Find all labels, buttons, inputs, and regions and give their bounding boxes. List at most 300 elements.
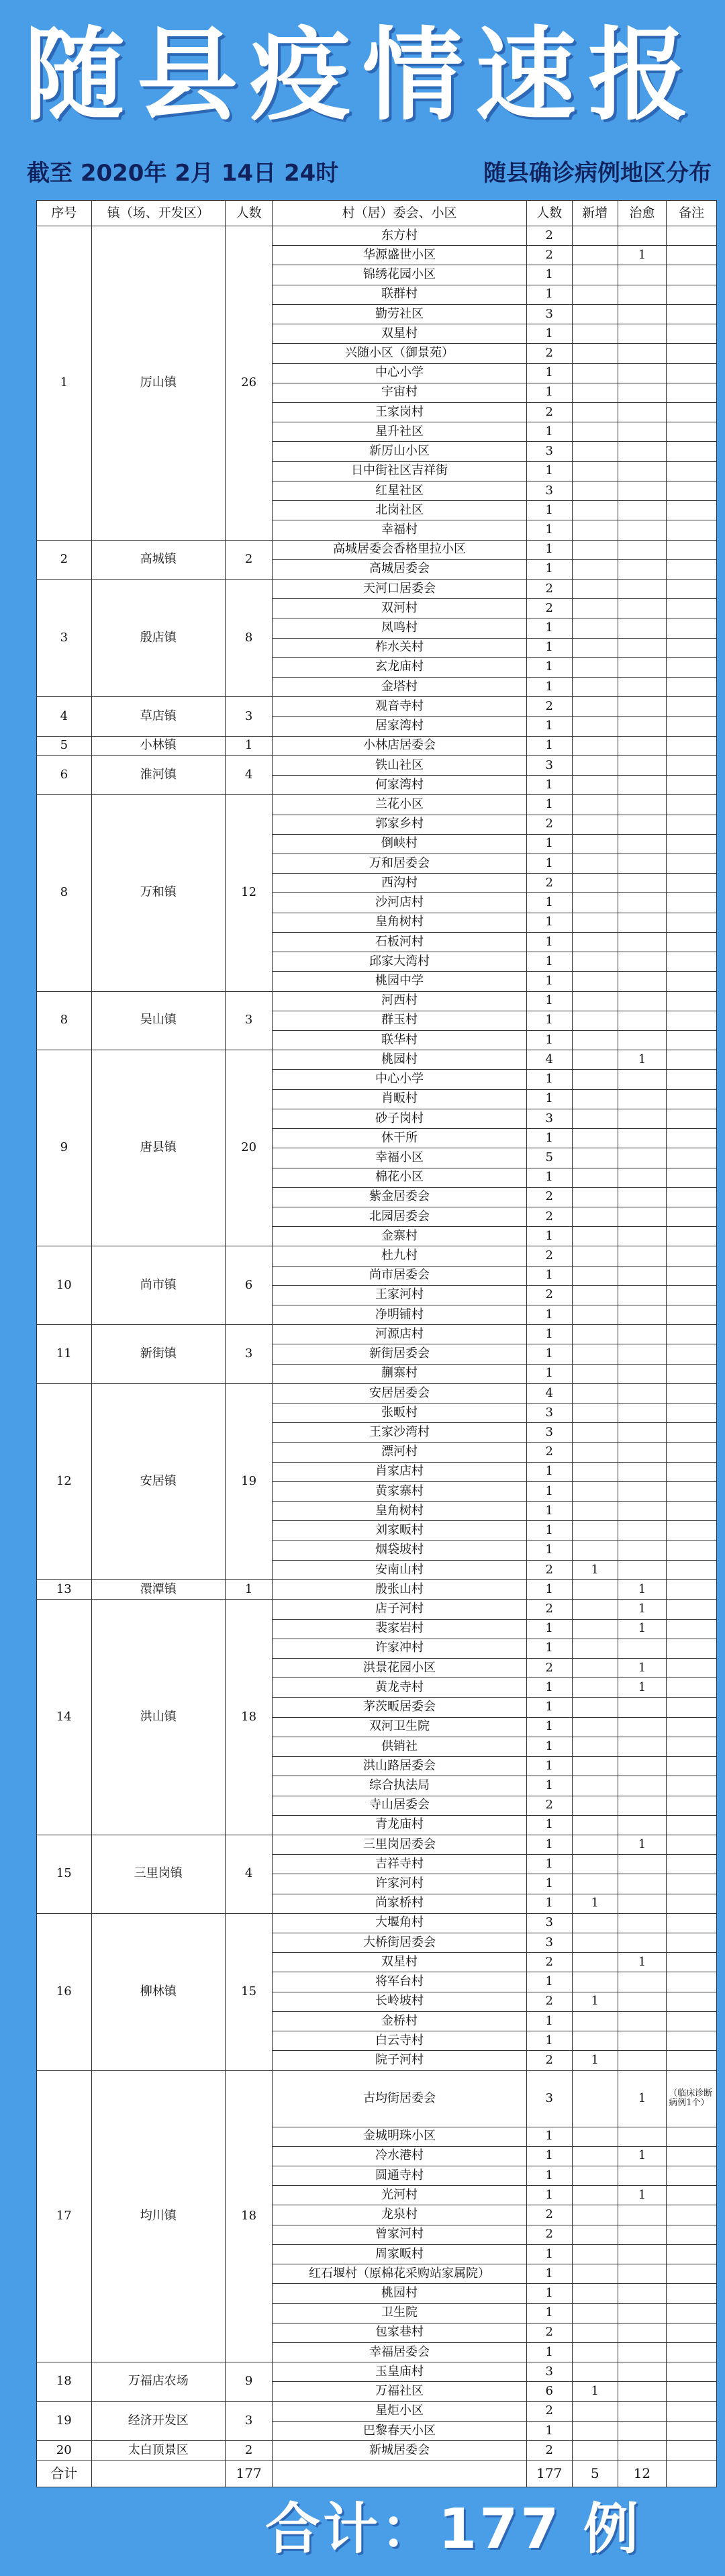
new-cases	[572, 1815, 618, 1835]
cured-cases	[618, 324, 667, 344]
new-cases	[572, 1344, 618, 1364]
remark	[667, 2303, 717, 2323]
cured-cases	[618, 1305, 667, 1325]
new-cases	[572, 1227, 618, 1246]
remark	[667, 265, 717, 285]
cured-cases	[618, 1972, 667, 1992]
new-cases	[572, 1972, 618, 1992]
cured-cases	[618, 1070, 667, 1089]
village-count: 1	[526, 1227, 572, 1246]
cured-cases	[618, 2051, 667, 2070]
remark	[667, 2166, 717, 2186]
remark	[667, 2382, 717, 2401]
village-name: 店子河村	[273, 1600, 526, 1619]
cured-cases: 1	[618, 1953, 667, 1972]
remark	[667, 1580, 717, 1600]
village-name: 肖家店村	[273, 1462, 526, 1481]
remark	[667, 1658, 717, 1677]
remark	[667, 540, 717, 559]
town-count: 9	[226, 2362, 273, 2401]
town-number: 18	[37, 2362, 92, 2401]
cured-cases	[618, 1187, 667, 1207]
page-title: 随县疫情速报	[23, 17, 701, 134]
village-name: 青龙庙村	[273, 1815, 526, 1835]
remark	[667, 246, 717, 265]
remark	[667, 1502, 717, 1521]
remark	[667, 1168, 717, 1187]
cured-cases	[618, 1344, 667, 1364]
village-count: 1	[526, 2342, 572, 2362]
new-cases	[572, 363, 618, 383]
village-name: 群玉村	[273, 1011, 526, 1030]
header-cell: 治愈	[618, 201, 667, 226]
village-name: 联华村	[273, 1030, 526, 1050]
town-count: 20	[226, 1050, 273, 1246]
village-count: 3	[526, 481, 572, 500]
new-cases	[572, 1325, 618, 1344]
village-name: 古均街居委会	[273, 2070, 526, 2127]
town-name: 澴潭镇	[91, 1580, 225, 1600]
new-cases	[572, 1874, 618, 1894]
village-name: 西沟村	[273, 874, 526, 893]
new-cases	[572, 1462, 618, 1481]
table-row	[37, 1383, 717, 1403]
village-name: 白云寺村	[273, 2031, 526, 2051]
village-name: 倒峡村	[273, 834, 526, 854]
header-cell: 镇（场、开发区）	[91, 201, 225, 226]
town-count: 2	[226, 540, 273, 579]
new-cases	[572, 1050, 618, 1070]
village-name: 北园居委会	[273, 1207, 526, 1226]
village-name: 殷张山村	[273, 1580, 526, 1600]
table-header-row	[37, 201, 717, 226]
total-summary-text: 合计：177 例	[265, 2497, 641, 2561]
cured-cases	[618, 344, 667, 363]
new-cases	[572, 1285, 618, 1305]
total-cured: 12	[618, 2460, 667, 2487]
new-cases	[572, 834, 618, 854]
new-cases	[572, 2225, 618, 2244]
cured-cases	[618, 501, 667, 520]
new-cases	[572, 1521, 618, 1540]
village-name: 蒯寨村	[273, 1364, 526, 1383]
village-count: 1	[526, 854, 572, 874]
village-name: 幸福居委会	[273, 2342, 526, 2362]
new-cases	[572, 2323, 618, 2342]
town-count: 2	[226, 2441, 273, 2460]
remark	[667, 1855, 717, 1874]
town-count: 1	[226, 1580, 273, 1600]
village-count: 2	[526, 874, 572, 893]
town-number: 10	[37, 1246, 92, 1325]
village-name: 冷水港村	[273, 2146, 526, 2166]
remark	[667, 1246, 717, 1266]
village-count: 4	[526, 1050, 572, 1070]
village-count: 3	[526, 1933, 572, 1953]
village-name: 尚家桥村	[273, 1894, 526, 1913]
cured-cases	[618, 2421, 667, 2440]
cured-cases	[618, 1089, 667, 1109]
new-cases	[572, 874, 618, 893]
remark	[667, 795, 717, 815]
village-count: 1	[526, 657, 572, 677]
town-count: 18	[226, 1600, 273, 1835]
new-cases	[572, 2264, 618, 2284]
village-name: 王家河村	[273, 1285, 526, 1305]
village-name: 锦绣花园小区	[273, 265, 526, 285]
new-cases	[572, 559, 618, 579]
town-name: 经济开发区	[91, 2401, 225, 2440]
cured-cases	[618, 520, 667, 540]
remark	[667, 422, 717, 442]
cured-cases	[618, 1717, 667, 1737]
village-count: 1	[526, 363, 572, 383]
village-count: 3	[526, 755, 572, 775]
header-cell: 备注	[667, 201, 717, 226]
new-cases	[572, 1953, 618, 1972]
village-count: 1	[526, 501, 572, 520]
remark	[667, 461, 717, 481]
new-cases	[572, 1187, 618, 1207]
town-count: 6	[226, 1246, 273, 1325]
cured-cases	[618, 1109, 667, 1128]
village-name: 星升社区	[273, 422, 526, 442]
table-row	[37, 1580, 717, 1600]
remark	[667, 717, 717, 736]
new-cases	[572, 1502, 618, 1521]
village-count: 1	[526, 834, 572, 854]
village-name: 王家沙湾村	[273, 1423, 526, 1442]
remark	[667, 1070, 717, 1089]
town-number: 2	[37, 540, 92, 579]
remark	[667, 1894, 717, 1913]
village-name: 高城居委会	[273, 559, 526, 579]
village-name: 幸福小区	[273, 1148, 526, 1168]
remark	[667, 893, 717, 913]
remark	[667, 2146, 717, 2166]
table-row	[37, 1325, 717, 1344]
new-cases	[572, 1482, 618, 1502]
cured-cases	[618, 1266, 667, 1285]
cured-cases	[618, 540, 667, 559]
new-cases	[572, 755, 618, 775]
remark	[667, 1089, 717, 1109]
village-name: 玄龙庙村	[273, 657, 526, 677]
town-count: 4	[226, 755, 273, 794]
village-count: 1	[526, 265, 572, 285]
new-cases	[572, 442, 618, 461]
village-name: 中心小学	[273, 363, 526, 383]
village-count: 2	[526, 2441, 572, 2460]
village-name: 黄家寨村	[273, 1482, 526, 1502]
village-name: 皇角树村	[273, 1502, 526, 1521]
town-name: 淮河镇	[91, 755, 225, 794]
village-count: 1	[526, 952, 572, 972]
new-cases	[572, 736, 618, 755]
new-cases	[572, 1678, 618, 1698]
village-name: 万和居委会	[273, 854, 526, 874]
new-cases	[572, 285, 618, 304]
remark	[667, 1266, 717, 1285]
new-cases	[572, 1246, 618, 1266]
village-count: 1	[526, 2303, 572, 2323]
village-name: 紫金居委会	[273, 1187, 526, 1207]
remark	[667, 932, 717, 952]
remark	[667, 1835, 717, 1854]
village-name: 圆通寺村	[273, 2166, 526, 2186]
new-cases	[572, 1109, 618, 1128]
new-cases	[572, 304, 618, 324]
village-count: 2	[526, 1796, 572, 1815]
table-row	[37, 795, 717, 815]
remark	[667, 991, 717, 1011]
village-name: 华源盛世小区	[273, 246, 526, 265]
village-name: 吉祥寺村	[273, 1855, 526, 1874]
village-name: 新城居委会	[273, 2441, 526, 2460]
new-cases	[572, 344, 618, 363]
new-cases	[572, 579, 618, 598]
village-name: 日中街社区吉祥街	[273, 461, 526, 481]
cured-cases	[618, 815, 667, 834]
remark	[667, 618, 717, 638]
table-row	[37, 991, 717, 1011]
remark	[667, 1953, 717, 1972]
village-count: 1	[526, 422, 572, 442]
village-count: 2	[526, 1600, 572, 1619]
town-name: 高城镇	[91, 540, 225, 579]
new-cases	[572, 2205, 618, 2225]
new-cases	[572, 422, 618, 442]
table-row	[37, 579, 717, 598]
village-name: 周家畈村	[273, 2244, 526, 2264]
new-cases	[572, 1639, 618, 1658]
town-name: 唐县镇	[91, 1050, 225, 1246]
remark	[667, 1344, 717, 1364]
village-name: 万福社区	[273, 2382, 526, 2401]
cured-cases: 1	[618, 2186, 667, 2205]
village-name: 曾家河村	[273, 2225, 526, 2244]
village-name: 柞水关村	[273, 638, 526, 657]
new-cases	[572, 1913, 618, 1933]
town-count: 1	[226, 736, 273, 755]
village-count: 1	[526, 2011, 572, 2031]
remark	[667, 1639, 717, 1658]
village-name: 院子河村	[273, 2051, 526, 2070]
cured-cases: 1	[618, 1619, 667, 1639]
cured-cases	[618, 991, 667, 1011]
village-count: 3	[526, 1913, 572, 1933]
village-name: 洪山路居委会	[273, 1757, 526, 1776]
remark	[667, 1776, 717, 1796]
new-cases	[572, 2421, 618, 2440]
remark	[667, 2362, 717, 2382]
village-name: 石板河村	[273, 932, 526, 952]
village-name: 洪景花园小区	[273, 1658, 526, 1677]
village-count: 1	[526, 717, 572, 736]
remark	[667, 559, 717, 579]
village-count: 1	[526, 2146, 572, 2166]
cured-cases	[618, 1482, 667, 1502]
village-count: 3	[526, 1423, 572, 1442]
cured-cases	[618, 1442, 667, 1462]
cured-cases	[618, 1423, 667, 1442]
town-number: 15	[37, 1835, 92, 1913]
village-count: 1	[526, 913, 572, 932]
new-cases	[572, 2031, 618, 2051]
village-name: 双河村	[273, 599, 526, 618]
remark	[667, 1540, 717, 1560]
village-name: 金塔村	[273, 678, 526, 697]
town-number: 9	[37, 1050, 92, 1246]
village-count: 1	[526, 1855, 572, 1874]
header-cell: 人数	[226, 201, 273, 226]
village-count: 2	[526, 2323, 572, 2342]
total-remark-spacer	[667, 2460, 717, 2487]
village-name: 联群村	[273, 285, 526, 304]
town-number: 19	[37, 2401, 92, 2440]
new-cases	[572, 226, 618, 246]
town-count: 12	[226, 795, 273, 991]
remark	[667, 304, 717, 324]
village-name: 河源店村	[273, 1325, 526, 1344]
remark	[667, 657, 717, 677]
village-name: 净明铺村	[273, 1305, 526, 1325]
village-count: 1	[526, 2244, 572, 2264]
town-name: 三里岗镇	[91, 1835, 225, 1913]
village-name: 新街居委会	[273, 1344, 526, 1364]
village-count: 1	[526, 1521, 572, 1540]
village-count: 1	[526, 2264, 572, 2284]
new-cases	[572, 991, 618, 1011]
village-count: 1	[526, 461, 572, 481]
village-count: 2	[526, 1246, 572, 1266]
village-count: 1	[526, 1619, 572, 1639]
cured-cases	[618, 1148, 667, 1168]
new-cases	[572, 776, 618, 795]
village-name: 兰花小区	[273, 795, 526, 815]
cured-cases	[618, 1796, 667, 1815]
header-cell: 新增	[572, 201, 618, 226]
village-name: 张畈村	[273, 1404, 526, 1423]
new-cases	[572, 795, 618, 815]
town-number: 1	[37, 226, 92, 541]
village-name: 巴黎春天小区	[273, 2421, 526, 2440]
village-count: 1	[526, 540, 572, 559]
cured-cases	[618, 678, 667, 697]
new-cases	[572, 501, 618, 520]
village-count: 2	[526, 344, 572, 363]
remark	[667, 2323, 717, 2342]
village-count: 1	[526, 795, 572, 815]
new-cases	[572, 638, 618, 657]
remark	[667, 972, 717, 991]
village-count: 2	[526, 2225, 572, 2244]
cured-cases	[618, 1030, 667, 1050]
village-name: 棉花小区	[273, 1168, 526, 1187]
village-count: 1	[526, 520, 572, 540]
village-count: 3	[526, 304, 572, 324]
village-count: 4	[526, 1383, 572, 1403]
new-cases	[572, 1600, 618, 1619]
village-count: 1	[526, 1305, 572, 1325]
cured-cases	[618, 2011, 667, 2031]
cured-cases: 1	[618, 1600, 667, 1619]
remark	[667, 1913, 717, 1933]
remark	[667, 776, 717, 795]
town-name: 厉山镇	[91, 226, 225, 541]
cured-cases	[618, 402, 667, 422]
village-count: 1	[526, 1266, 572, 1285]
village-count: 2	[526, 1187, 572, 1207]
header-cell: 人数	[526, 201, 572, 226]
remark	[667, 678, 717, 697]
village-name: 休干所	[273, 1129, 526, 1148]
cured-cases	[618, 854, 667, 874]
subtitle-bar	[27, 153, 712, 193]
village-count: 1	[526, 1698, 572, 1717]
town-name: 万福店农场	[91, 2362, 225, 2401]
remark	[667, 383, 717, 402]
village-name: 大堰角村	[273, 1913, 526, 1933]
remark	[667, 1442, 717, 1462]
new-cases	[572, 1089, 618, 1109]
cured-cases	[618, 1462, 667, 1481]
village-count: 1	[526, 1894, 572, 1913]
village-name: 星炬小区	[273, 2401, 526, 2421]
cured-cases	[618, 1521, 667, 1540]
village-name: 皇角树村	[273, 913, 526, 932]
village-count: 2	[526, 1658, 572, 1677]
remark	[667, 2127, 717, 2146]
cured-cases: 1	[618, 2146, 667, 2166]
new-cases	[572, 2244, 618, 2264]
table-body	[37, 226, 717, 2487]
village-count: 1	[526, 1344, 572, 1364]
village-count: 1	[526, 2284, 572, 2303]
new-cases	[572, 1148, 618, 1168]
village-name: 寺山居委会	[273, 1796, 526, 1815]
cured-cases	[618, 776, 667, 795]
remark	[667, 1364, 717, 1383]
remark	[667, 834, 717, 854]
village-count: 1	[526, 972, 572, 991]
cured-cases	[618, 363, 667, 383]
village-count: 1	[526, 638, 572, 657]
village-name: 沙河店村	[273, 893, 526, 913]
village-count: 1	[526, 2186, 572, 2205]
remark	[667, 363, 717, 383]
cured-cases: 1	[618, 1678, 667, 1698]
remark	[667, 1815, 717, 1835]
remark	[667, 2401, 717, 2421]
cured-cases	[618, 2284, 667, 2303]
new-cases	[572, 815, 618, 834]
cured-cases	[618, 1404, 667, 1423]
village-count: 1	[526, 736, 572, 755]
town-number: 5	[37, 736, 92, 755]
new-cases	[572, 717, 618, 736]
remark	[667, 402, 717, 422]
village-count: 2	[526, 815, 572, 834]
cured-cases	[618, 972, 667, 991]
town-number: 13	[37, 1580, 92, 1600]
cured-cases	[618, 2323, 667, 2342]
new-cases	[572, 2303, 618, 2323]
cured-cases	[618, 952, 667, 972]
cured-cases	[618, 1815, 667, 1835]
village-count: 1	[526, 324, 572, 344]
new-cases	[572, 2166, 618, 2186]
